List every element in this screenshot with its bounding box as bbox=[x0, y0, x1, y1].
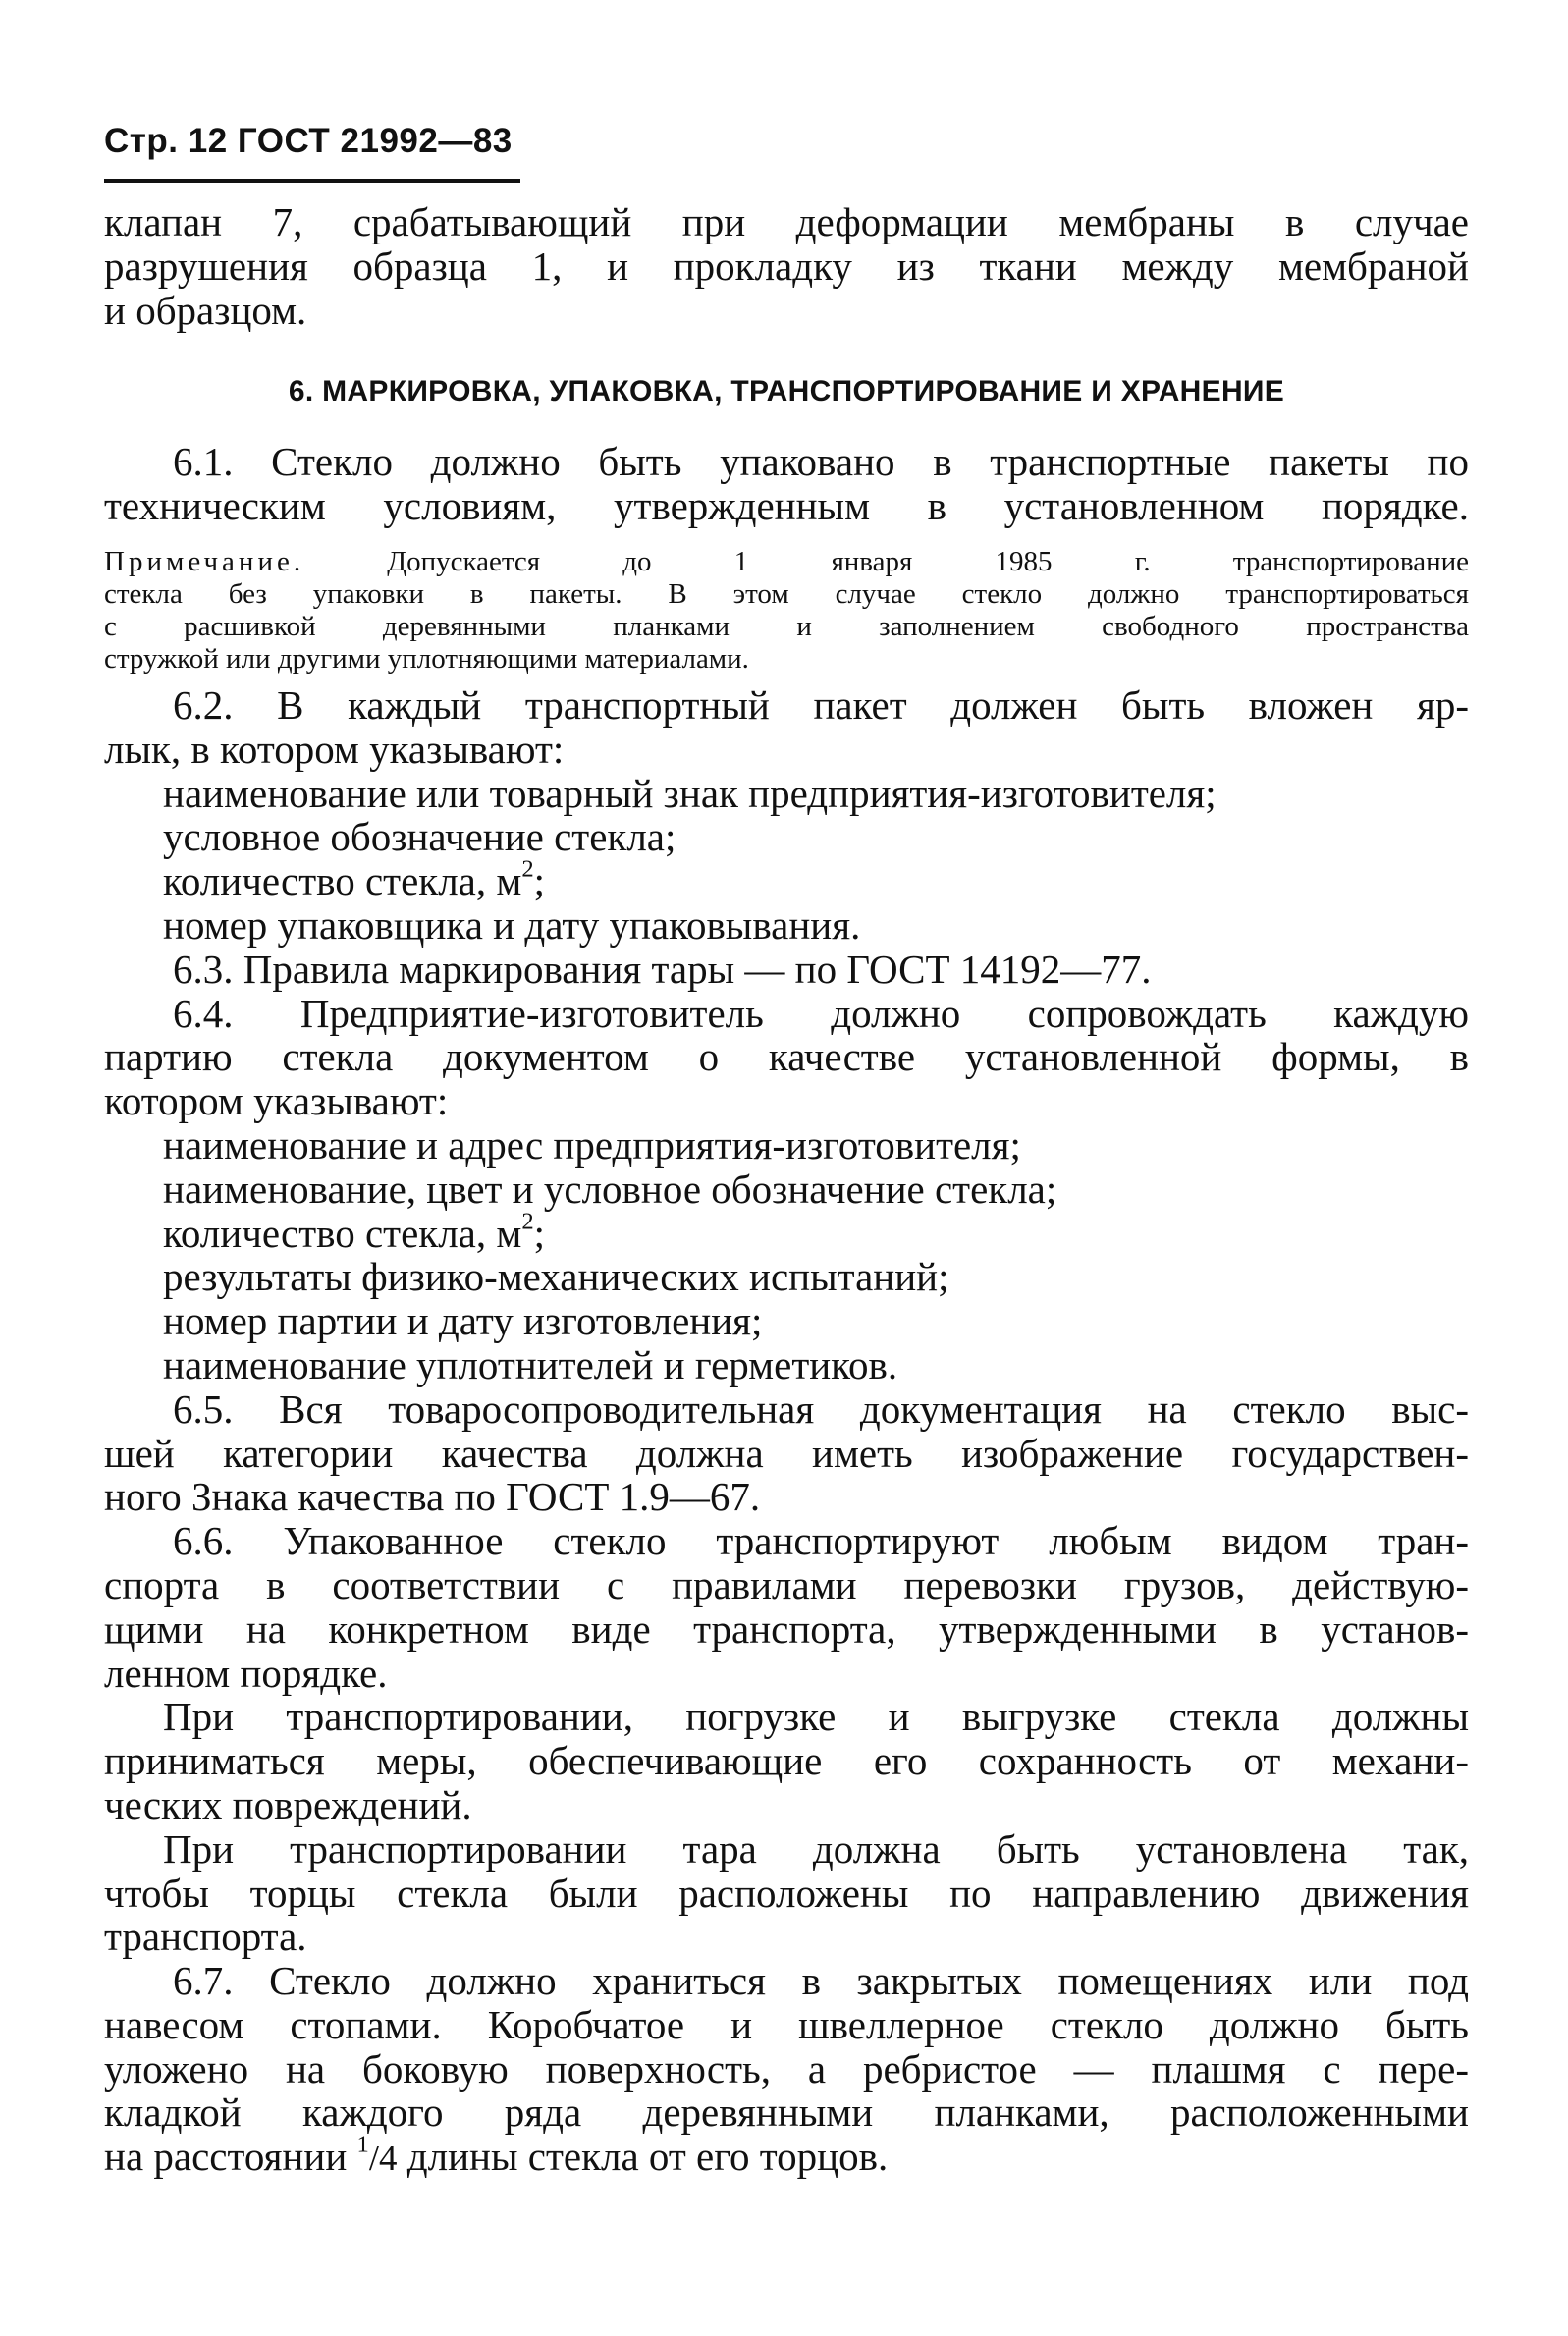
superscript: 2 bbox=[521, 855, 534, 883]
text-line: спорта в соответствии с правилами перевозки грузов, действую- bbox=[104, 1561, 1469, 1607]
qty-end: ; bbox=[533, 1210, 546, 1256]
text-line: 6.5. Вся товаросопроводительная документация на стекло выс- bbox=[173, 1385, 1469, 1432]
note-line bbox=[104, 546, 1469, 578]
clause-6-5 bbox=[104, 1387, 1469, 1519]
clause-6-3 bbox=[104, 948, 1469, 992]
list-item: номер упаковщика и дату упаковывания. bbox=[163, 901, 861, 948]
clause-6-7 bbox=[104, 1959, 1469, 2181]
note-line: стекла без упаковки в пакеты. В этом случае стекло должно транспортироваться bbox=[104, 577, 1469, 610]
text-line bbox=[104, 2131, 1469, 2181]
text-line: транспорта. bbox=[104, 1914, 307, 1960]
text-line: 6.6. Упакованное стекло транспортируют любым видом тран- bbox=[173, 1518, 1469, 1564]
list-item bbox=[104, 1208, 1469, 1256]
page-header: Стр. 12 ГОСТ 21992—83 bbox=[104, 122, 513, 160]
note-label: Примечание. bbox=[104, 545, 305, 577]
paragraph-handling bbox=[104, 1695, 1469, 1826]
text-fragment: на расстоянии bbox=[104, 2134, 357, 2180]
text-line: ного Знака качества по ГОСТ 1.9—67. bbox=[104, 1474, 761, 1520]
header-rule bbox=[104, 179, 520, 183]
list-item: условное обозначение стекла; bbox=[163, 814, 676, 860]
text-line: навесом стопами. Коробчатое и швеллерное стекло должно быть bbox=[104, 2001, 1469, 2047]
text-line: При транспортировании, погрузке и выгрузке стекла должны bbox=[163, 1694, 1469, 1740]
text-line: лык, в котором указывают: bbox=[104, 726, 565, 772]
text-line: уложено на боковую поверхность, а ребристое — плашмя с пере- bbox=[104, 2045, 1469, 2092]
text-line: 6.3. Правила маркирования тары — по ГОСТ 14192—77. bbox=[173, 946, 1152, 992]
clause-6-1 bbox=[104, 440, 1469, 528]
list-item: наименование и адрес предприятия-изготовителя; bbox=[163, 1121, 1021, 1168]
qty-text: количество стекла, м bbox=[163, 858, 522, 904]
text-line: 6.1. Стекло должно быть упаковано в транспортные пакеты по bbox=[173, 439, 1469, 485]
text-line: щими на конкретном виде транспорта, утвержденными в установ- bbox=[104, 1605, 1469, 1652]
list-item: результаты физико-механических испытаний; bbox=[163, 1254, 949, 1300]
text-line: кладкой каждого ряда деревянными планками, расположенными bbox=[104, 2090, 1469, 2136]
note-text: Допускается до 1 января 1985 г. транспортирование bbox=[387, 545, 1470, 577]
document-body bbox=[104, 200, 1469, 2181]
note-line: стружкой или другими уплотняющими материалами. bbox=[104, 642, 749, 675]
text-line: котором указывают: bbox=[104, 1078, 449, 1124]
clause-6-6 bbox=[104, 1519, 1469, 1695]
text-line: техническим условиям, утвержденным в установленном порядке. bbox=[104, 483, 1469, 529]
continuation-paragraph bbox=[104, 200, 1469, 332]
clause-6-4 bbox=[104, 992, 1469, 1387]
list-item: наименование или товарный знак предприятия-изготовителя; bbox=[163, 770, 1217, 816]
clause-6-2 bbox=[104, 683, 1469, 948]
text-line: 6.7. Стекло должно храниться в закрытых помещениях или под bbox=[173, 1958, 1469, 2004]
text-line: При транспортировании тара должна быть установлена так, bbox=[163, 1825, 1469, 1872]
section-title: 6. МАРКИРОВКА, УПАКОВКА, ТРАНСПОРТИРОВАНИЕ И ХРАНЕНИЕ bbox=[288, 375, 1285, 408]
list-item bbox=[104, 855, 1469, 904]
text-line: ческих повреждений. bbox=[104, 1781, 472, 1827]
qty-text: количество стекла, м bbox=[163, 1210, 522, 1256]
text-line: 6.4. Предприятие-изготовитель должно сопровождать каждую bbox=[173, 990, 1469, 1036]
text-line: клапан 7, срабатывающий при деформации мембраны в случае bbox=[104, 199, 1469, 244]
list-item: наименование, цвет и условное обозначение стекла; bbox=[163, 1166, 1057, 1212]
text-line: ленном порядке. bbox=[104, 1650, 388, 1696]
list-item: наименование уплотнителей и герметиков. bbox=[163, 1341, 898, 1387]
fraction-denominator: /4 bbox=[368, 2138, 398, 2179]
fraction-numerator: 1 bbox=[356, 2131, 369, 2158]
superscript: 2 bbox=[521, 1208, 534, 1235]
note-block bbox=[104, 546, 1469, 676]
text-line: шей категории качества должна иметь изображение государствен- bbox=[104, 1430, 1469, 1476]
text-line: разрушения образца 1, и прокладку из ткани между мембраной bbox=[104, 243, 1469, 289]
list-item: номер партии и дату изготовления; bbox=[163, 1298, 763, 1344]
text-line: партию стекла документом о качестве установленной формы, в bbox=[104, 1034, 1469, 1080]
note-line: с расшивкой деревянными планками и заполнением свободного пространства bbox=[104, 610, 1469, 642]
text-line: приниматься меры, обеспечивающие его сохранность от механи- bbox=[104, 1738, 1469, 1784]
text-fragment: длины стекла от его торцов. bbox=[397, 2134, 889, 2180]
paragraph-orientation bbox=[104, 1827, 1469, 1959]
qty-end: ; bbox=[533, 858, 546, 904]
text-line: и образцом. bbox=[104, 287, 307, 333]
text-line: 6.2. В каждый транспортный пакет должен быть вложен яр- bbox=[173, 681, 1469, 728]
text-line: чтобы торцы стекла были расположены по направлению движения bbox=[104, 1870, 1469, 1916]
